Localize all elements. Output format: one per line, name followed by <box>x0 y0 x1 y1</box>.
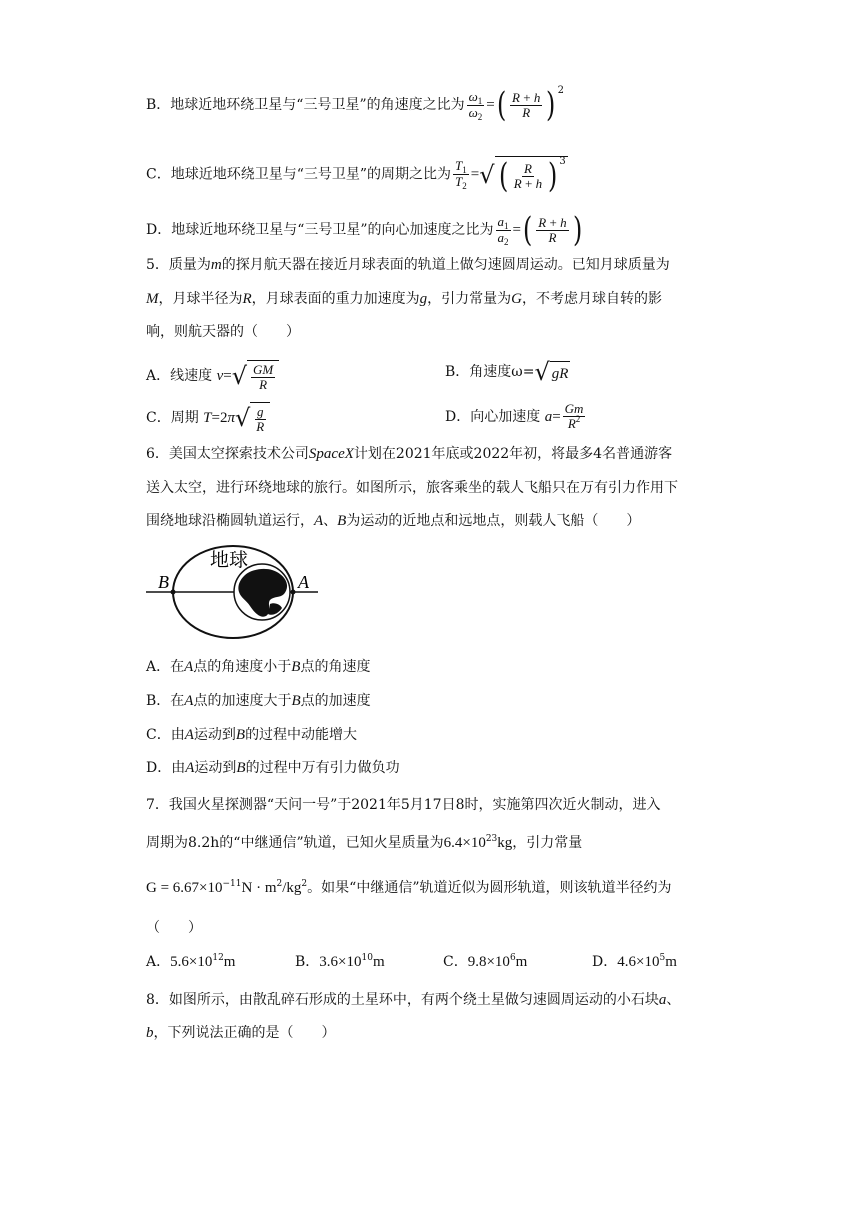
q5-option-c: C．周期 T=2π √ $\frac{g}{R}$ <box>146 402 270 434</box>
q5-option-a: A．线速度 v= √ $\frac{GM}{R}$ <box>146 360 279 392</box>
q6-stem-line1: 6．美国太空探索技术公司SpaceX计划在2021年底或2022年初，将最多4名普通游客 <box>146 446 673 462</box>
q6-option-d: D．由A运动到B的过程中万有引力做负功 <box>146 760 400 776</box>
q7-option-c: C．$9.8\times 10^6m$ <box>443 953 528 970</box>
q5-option-b: B．角速度ω= √ gR <box>445 358 569 386</box>
q7-stem-line4: （ ） <box>146 920 202 936</box>
q6-option-c: C．由A运动到B的过程中动能增大 <box>146 727 358 743</box>
label-earth: 地球 <box>210 550 249 571</box>
q7-stem-line1: 7．我国火星探测器“天问一号”于2021年5月17日8时，实施第四次近火制动，进入 <box>146 797 661 813</box>
q4-option-d: D．地球近地环绕卫星与“三号卫星”的向心加速度之比为 $\frac{a_1}{a_2}$ = ( $\frac{R + h}{R}$ ) <box>146 210 582 250</box>
q4-option-b: B．地球近地环绕卫星与“三号卫星”的角速度之比为 $\frac{\omega_1}{\omega_2}$ = ( $\frac{R + h}{R}$ ) 2 <box>146 85 564 125</box>
q5-option-d: D．向心加速度 a= $\frac{Gm}{R^2}$ <box>445 401 584 431</box>
q8-stem-line2: b，下列说法正确的是（ ） <box>146 1025 336 1041</box>
q6-option-a: A．在A点的角速度小于B点的角速度 <box>146 659 371 675</box>
label-b: B <box>158 572 169 592</box>
q6-stem-line2: 送入太空，进行环绕地球的旅行。如图所示，旅客乘坐的载人飞船只在万有引力作用下 <box>146 480 678 496</box>
period-ratio: $\frac{T_1}{T_2}$ <box>455 158 467 191</box>
point-b-dot <box>171 590 176 595</box>
q5-stem-line2: M，月球半径为R，月球表面的重力加速度为g，引力常量为G，不考虑月球自转的影 <box>146 291 663 307</box>
q7-option-b: B．$3.6\times 10^{10}m$ <box>295 953 385 970</box>
q6-option-b: B．在A点的加速度大于B点的加速度 <box>146 693 371 709</box>
label-a: A <box>298 572 309 592</box>
accel-ratio: $\frac{a_1}{a_2}$ <box>497 213 509 247</box>
q8-stem-line1: 8．如图所示，由散乱碎石形成的土星环中，有两个绕土星做匀速圆周运动的小石块a、 <box>146 992 681 1008</box>
q7-stem-line2: 周期为8.2h的“中继通信”轨道，已知火星质量为$6.4\times 10^{23}kg$，引力常量 <box>146 834 583 851</box>
point-a-dot <box>291 590 296 595</box>
omega-ratio: $\frac{\omega_1}{\omega_2}$ <box>468 88 483 122</box>
q4-option-c: C．地球近地环绕卫星与“三号卫星”的周期之比为 $\frac{T_1}{T_2}$ = √ ( $\frac{R}{R + h}$ ) 3 <box>146 156 566 196</box>
q7-stem-line3: $G = 6.67\times 10^{-11}N \cdot m^2/kg^2$。如果“中继通信”轨道近似为圆形轨道，则该轨道半径约为 <box>146 879 672 896</box>
q5-stem-line1: 5．质量为m的探月航天器在接近月球表面的轨道上做匀速圆周运动。已知月球质量为 <box>146 257 670 273</box>
q6-stem-line3: 围绕地球沿椭圆轨道运行，A、B为运动的近地点和远地点，则载人飞船（ ） <box>146 513 641 529</box>
q7-option-d: D．$4.6\times 10^5m$ <box>592 953 677 970</box>
q5-stem-line3: 响，则航天器的（ ） <box>146 324 300 340</box>
q7-option-a: A．$5.6\times 10^{12}m$ <box>146 953 236 970</box>
orbit-diagram <box>146 540 326 640</box>
